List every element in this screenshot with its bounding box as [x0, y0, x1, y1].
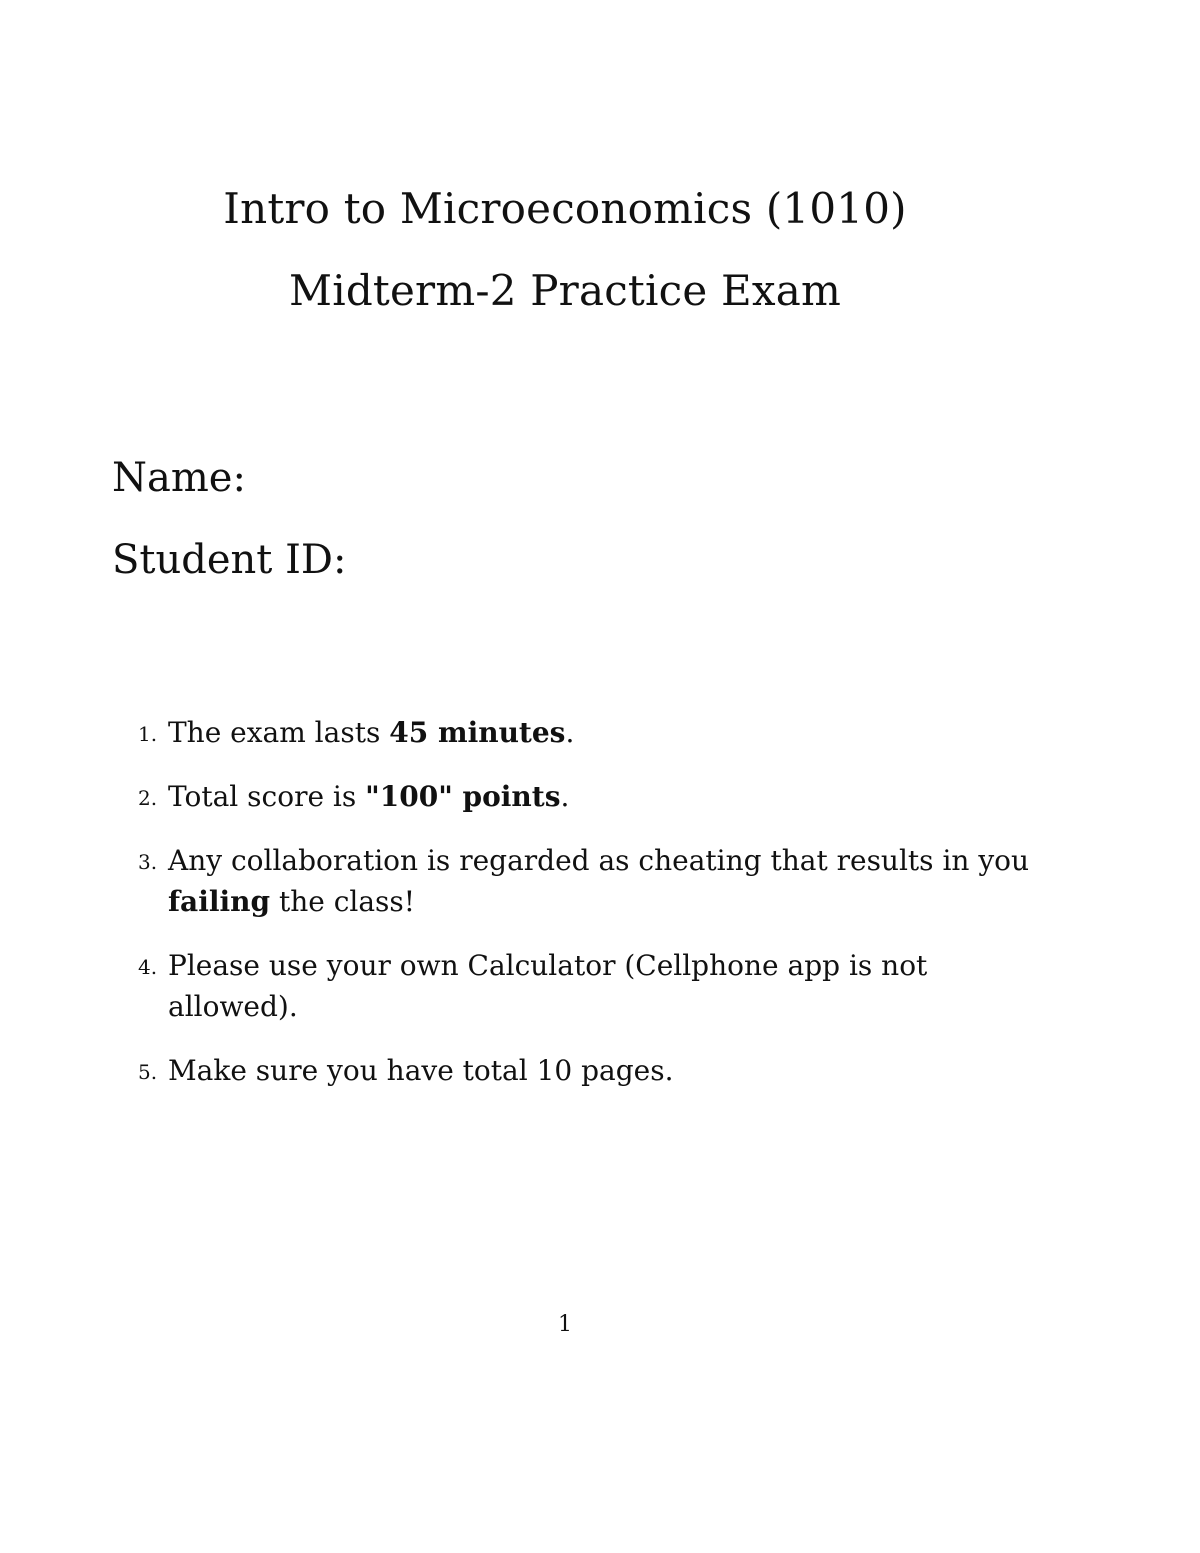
page-number: 1 [558, 1312, 572, 1337]
instruction-number: 3. [138, 850, 158, 874]
instruction-emphasis: 45 minutes [389, 716, 566, 749]
student-id-label: Student ID: [112, 537, 347, 583]
instructions-list [0, 712, 1200, 1114]
instruction-item [0, 776, 1038, 817]
instruction-number: 4. [138, 955, 158, 979]
instruction-item [0, 945, 1038, 1027]
name-label: Name: [112, 455, 246, 501]
exam-title: Midterm-2 Practice Exam [289, 266, 841, 315]
instruction-emphasis: "100" points [365, 780, 561, 813]
instruction-text-end: . [565, 716, 575, 749]
course-title: Intro to Microeconomics (1010) [223, 184, 907, 233]
instruction-emphasis: failing [168, 885, 271, 918]
instruction-text-end: . [560, 780, 570, 813]
instruction-number: 1. [138, 722, 158, 746]
instruction-item [0, 1050, 1038, 1091]
instruction-number: 2. [138, 786, 158, 810]
instruction-text: Please use your own Calculator (Cellphone app is not allowed). [168, 949, 928, 1023]
instruction-number: 5. [138, 1060, 158, 1084]
instruction-text-end: the class! [270, 885, 416, 918]
instruction-text: Make sure you have total 10 pages. [168, 1054, 674, 1087]
instruction-item [0, 712, 1038, 753]
instruction-text: Total score is [168, 780, 366, 813]
instruction-text: The exam lasts [168, 716, 390, 749]
instruction-item [0, 840, 1038, 922]
instruction-text: Any collaboration is regarded as cheating that results in you [168, 844, 1030, 877]
